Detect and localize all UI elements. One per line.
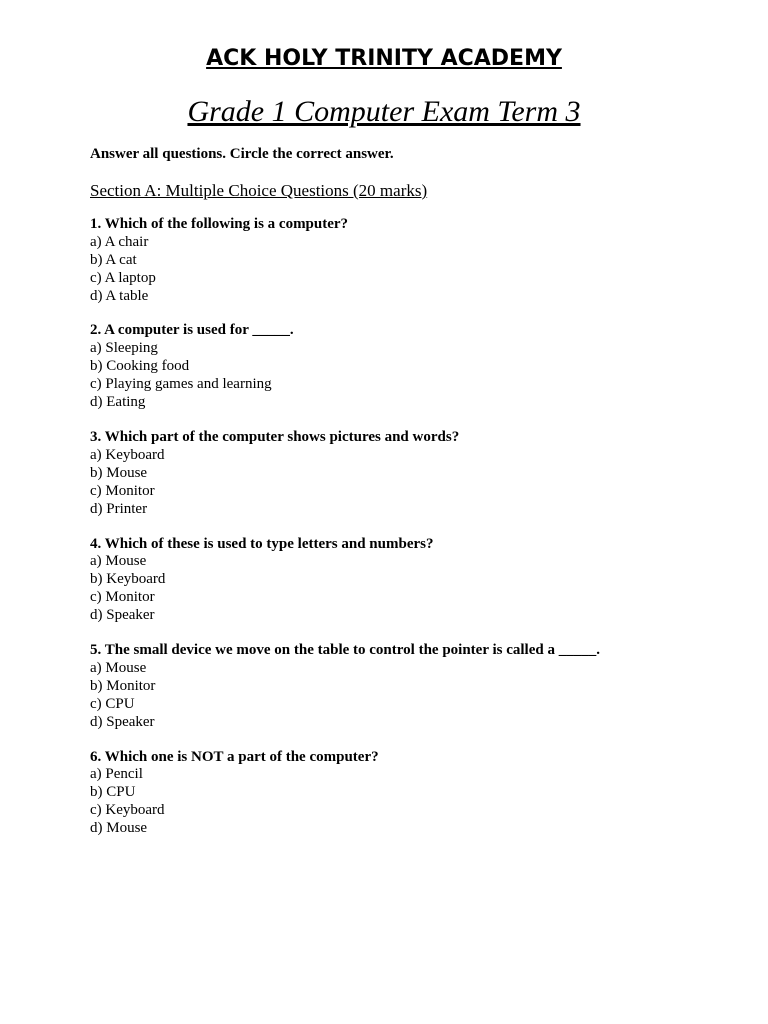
instructions: Answer all questions. Circle the correct answer. <box>90 146 394 162</box>
question-text: 2. A computer is used for _____. <box>90 322 294 339</box>
school-name-text: ACK HOLY TRINITY ACADEMY <box>206 46 562 71</box>
answer-option: b) Monitor <box>90 677 156 694</box>
answer-option: a) Pencil <box>90 766 143 783</box>
answer-option: b) Cooking food <box>90 358 190 375</box>
exam-content <box>90 146 730 838</box>
question <box>90 429 730 519</box>
answer-option: b) Keyboard <box>90 571 166 588</box>
question <box>90 322 730 412</box>
answer-option: b) CPU <box>90 784 136 801</box>
answer-option: a) Mouse <box>90 659 147 676</box>
answer-option: c) Playing games and learning <box>90 376 272 393</box>
question <box>90 642 730 732</box>
section-a-heading: Section A: Multiple Choice Questions (20 marks) <box>90 180 428 200</box>
question-text: 4. Which of these is used to type letters and numbers? <box>90 535 434 552</box>
answer-option: c) CPU <box>90 695 135 712</box>
answer-option: c) Monitor <box>90 482 155 499</box>
school-name <box>0 44 768 74</box>
question <box>90 536 730 626</box>
answer-option: d) Eating <box>90 394 146 411</box>
answer-option: a) Keyboard <box>90 446 165 463</box>
answer-option: c) Keyboard <box>90 802 165 819</box>
answer-option: d) Printer <box>90 500 148 517</box>
question-text: 5. The small device we move on the table to control the pointer is called a _____. <box>90 642 600 659</box>
answer-option: c) Monitor <box>90 589 155 606</box>
answer-option: d) Speaker <box>90 713 155 730</box>
answer-option: d) Mouse <box>90 820 148 837</box>
exam-title-text: Grade 1 Computer Exam Term 3 <box>187 95 581 128</box>
answer-option: b) Mouse <box>90 464 148 481</box>
question-text: 1. Which of the following is a computer? <box>90 215 349 232</box>
answer-option: c) A laptop <box>90 269 156 286</box>
answer-option: d) Speaker <box>90 607 155 624</box>
answer-option: b) A cat <box>90 251 137 268</box>
question-text: 3. Which part of the computer shows pictures and words? <box>90 428 460 445</box>
answer-option: d) A table <box>90 287 149 304</box>
answer-option: a) Mouse <box>90 553 147 570</box>
question <box>90 216 730 306</box>
question <box>90 749 730 839</box>
answer-option: a) Sleeping <box>90 340 158 357</box>
answer-option: a) A chair <box>90 233 149 250</box>
question-text: 6. Which one is NOT a part of the computer? <box>90 748 379 765</box>
exam-title <box>0 92 768 132</box>
